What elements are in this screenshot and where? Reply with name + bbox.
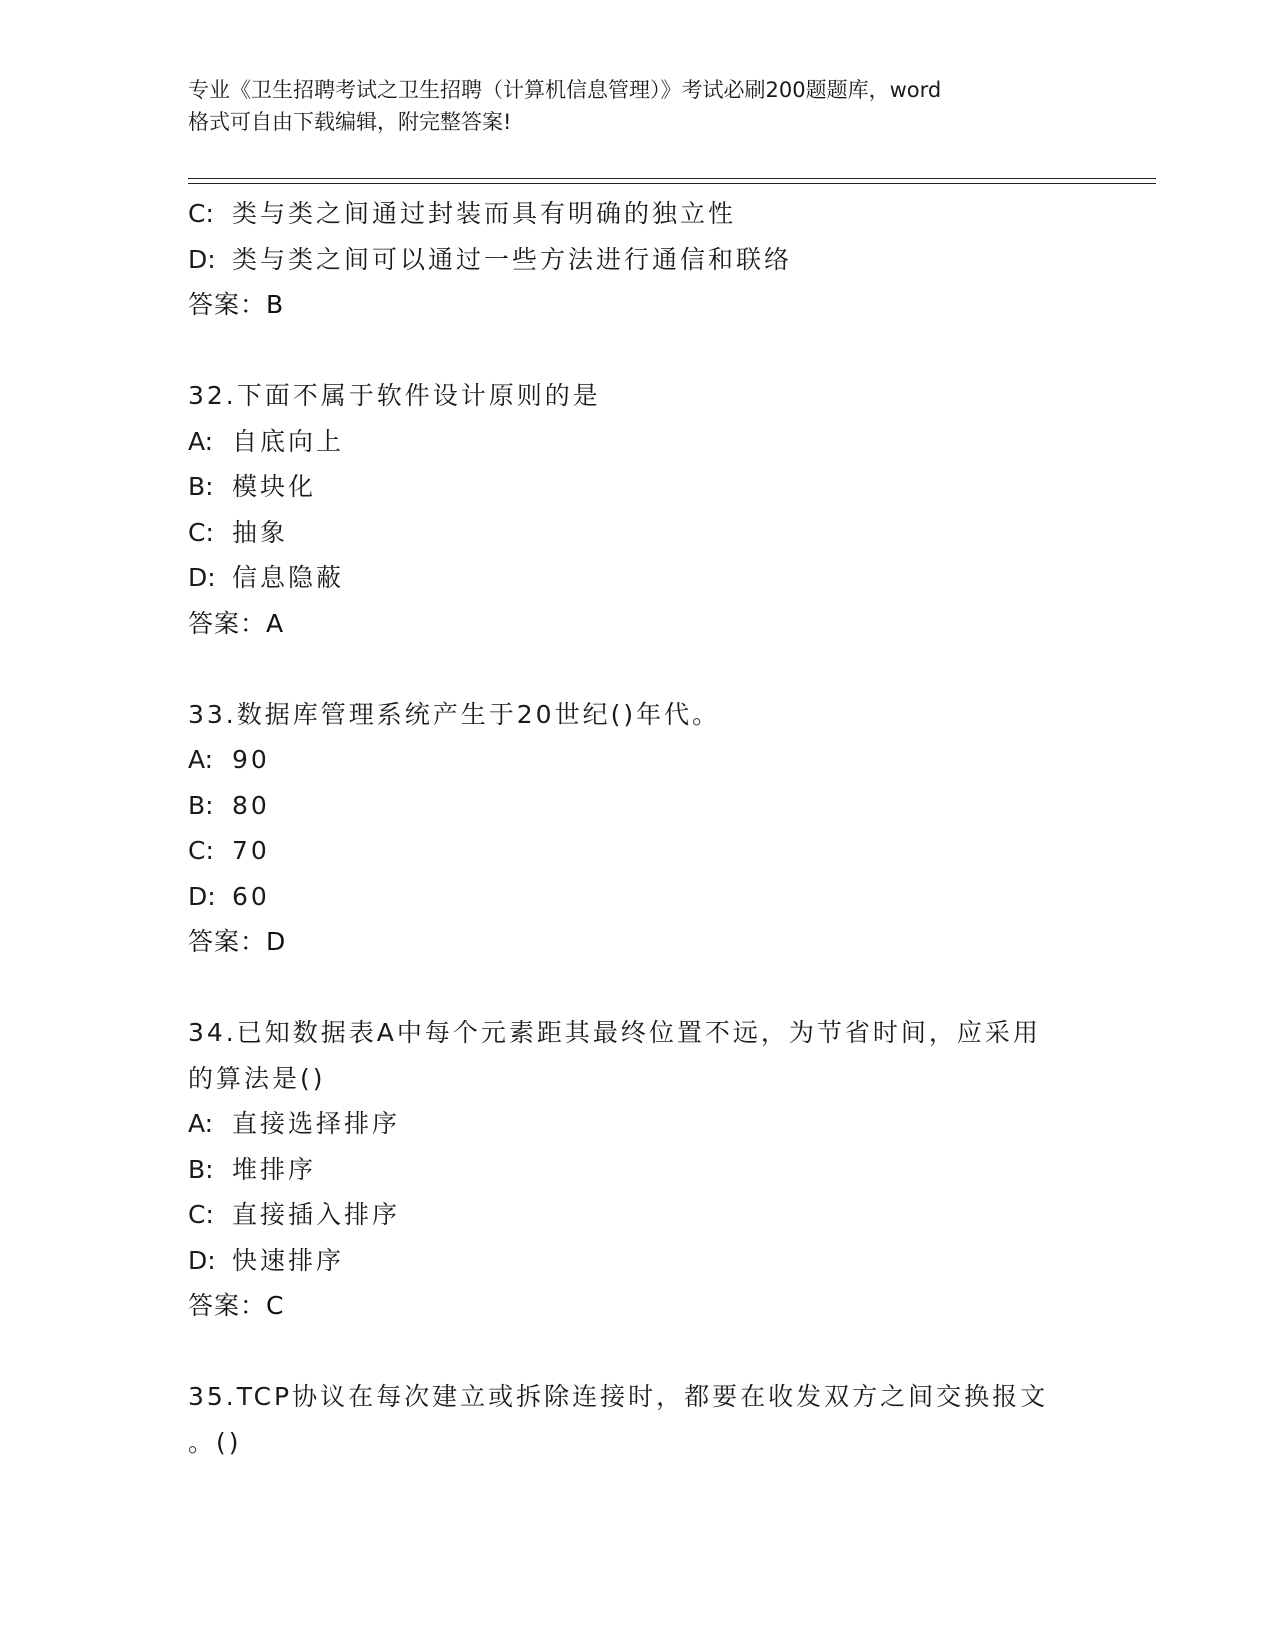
option-key: C: xyxy=(188,1200,214,1229)
option-text: 70 xyxy=(232,836,270,865)
question-31-continued xyxy=(188,191,1088,328)
option-c xyxy=(188,1192,1088,1238)
question-title: 34.已知数据表A中每个元素距其最终位置不远，为节省时间，应采用 xyxy=(188,1018,1041,1047)
option-key: B: xyxy=(188,790,214,820)
question-title: 32.下面不属于软件设计原则的是 xyxy=(188,381,601,410)
option-a xyxy=(188,737,1088,783)
option-key: B: xyxy=(188,1154,214,1184)
option-text: 直接选择排序 xyxy=(232,1109,401,1138)
answer-line: 答案：C xyxy=(188,1291,285,1320)
option-a xyxy=(188,1101,1088,1147)
answer-line: 答案：D xyxy=(188,927,287,956)
option-key: A: xyxy=(188,426,214,456)
question-35 xyxy=(188,1374,1088,1465)
header-rule-bottom xyxy=(188,183,1156,184)
header-line-2: 格式可自由下载编辑，附完整答案! xyxy=(188,110,512,134)
option-d xyxy=(188,874,1088,920)
question-33 xyxy=(188,692,1088,965)
option-text: 模块化 xyxy=(232,472,317,501)
question-list xyxy=(188,191,1088,1465)
option-key: C: xyxy=(188,517,214,547)
question-34 xyxy=(188,1010,1088,1329)
option-c xyxy=(188,828,1088,874)
option-text: 90 xyxy=(232,745,270,774)
answer-line: 答案：B xyxy=(188,290,285,319)
option-c xyxy=(188,191,1088,237)
question-32 xyxy=(188,373,1088,646)
option-b xyxy=(188,783,1088,829)
spacer xyxy=(188,328,1088,374)
option-d xyxy=(188,237,1088,283)
option-text: 80 xyxy=(232,790,270,820)
option-c xyxy=(188,510,1088,556)
spacer xyxy=(188,1329,1088,1375)
document-header xyxy=(188,74,1088,138)
option-text: 类与类之间可以通过一些方法进行通信和联络 xyxy=(232,244,793,274)
option-key: D: xyxy=(188,881,216,911)
answer-line: 答案：A xyxy=(188,608,285,638)
option-key: C: xyxy=(188,199,214,228)
header-rule-top xyxy=(188,178,1156,179)
option-d xyxy=(188,555,1088,601)
option-text: 60 xyxy=(232,881,270,911)
option-key: D: xyxy=(188,563,216,592)
option-text: 堆排序 xyxy=(232,1154,317,1184)
option-key: D: xyxy=(188,244,216,274)
spacer xyxy=(188,646,1088,692)
spacer xyxy=(188,965,1088,1011)
question-title-continued: 。() xyxy=(188,1427,242,1457)
option-key: A: xyxy=(188,1109,214,1138)
option-key: A: xyxy=(188,745,214,774)
option-key: B: xyxy=(188,472,214,501)
question-title: 33.数据库管理系统产生于20世纪()年代。 xyxy=(188,699,721,729)
option-a xyxy=(188,419,1088,465)
option-key: C: xyxy=(188,836,214,865)
option-d xyxy=(188,1238,1088,1284)
option-b xyxy=(188,464,1088,510)
option-text: 快速排序 xyxy=(232,1245,345,1275)
header-line-1: 专业《卫生招聘考试之卫生招聘（计算机信息管理）》考试必刷200题题库，word xyxy=(188,78,942,102)
option-b xyxy=(188,1147,1088,1193)
option-text: 抽象 xyxy=(232,517,289,547)
option-text: 类与类之间通过封装而具有明确的独立性 xyxy=(232,199,737,228)
option-text: 自底向上 xyxy=(232,426,345,456)
question-title-continued: 的算法是() xyxy=(188,1063,326,1093)
option-text: 直接插入排序 xyxy=(232,1200,401,1229)
question-title: 35.TCP协议在每次建立或拆除连接时，都要在收发双方之间交换报文 xyxy=(188,1382,1049,1411)
option-text: 信息隐蔽 xyxy=(232,563,345,592)
option-key: D: xyxy=(188,1245,216,1275)
